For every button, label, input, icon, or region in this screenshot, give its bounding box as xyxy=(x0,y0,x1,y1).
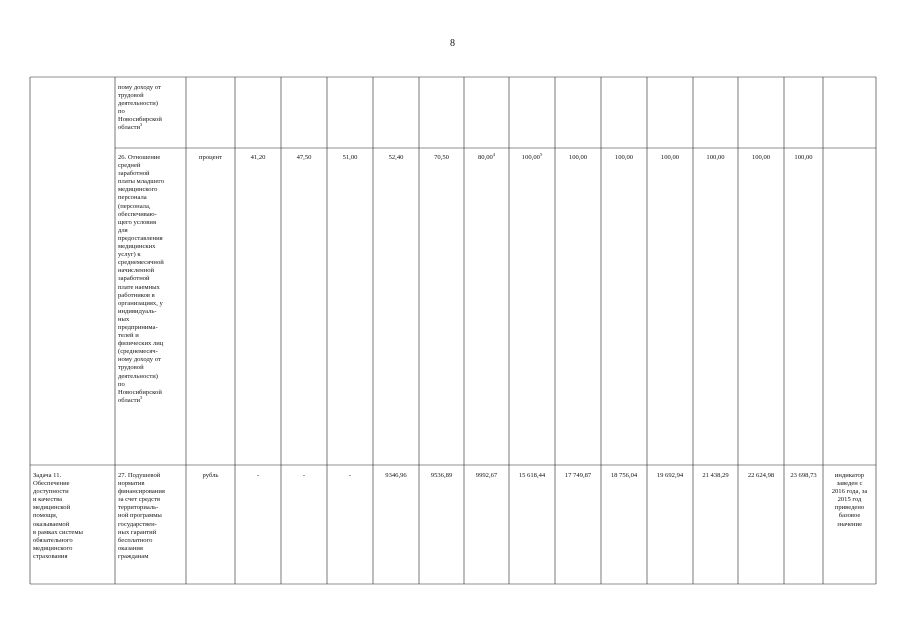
value-cell: 100,00 xyxy=(568,154,588,161)
indicator-cell xyxy=(118,84,162,133)
indicator-text: 26. Отношение средней заработной платы младшего медицинского персонала (персонала, обеспечиваю- щего условия для предоставления медицинских услуг) к среднемесячной начисленной заработной плате наемных работников в организациях, у индивидуаль- ных предпринима- телей и физических лиц (среднемесяч- ному доходу от трудовой деятельности) по Новосибирской области xyxy=(118,154,165,404)
value-cell: 15 618,44 xyxy=(518,472,546,479)
value-cell: 100,00 xyxy=(614,154,634,161)
value-cell: - xyxy=(302,472,306,479)
value-cell xyxy=(464,154,509,162)
value-cell: 100,00 xyxy=(794,154,813,161)
indicator-text: пому доходу от трудовой деятельности) по Новосибирской области xyxy=(118,84,162,132)
footnote-mark: 5 xyxy=(539,152,543,157)
indicator-cell xyxy=(118,154,164,405)
value-cell: 21 438,29 xyxy=(702,472,729,479)
value-cell: 17 749,87 xyxy=(564,472,592,479)
value-cell: 9536,89 xyxy=(430,472,453,479)
value-text: 80,00 xyxy=(477,154,493,161)
value-text: 100,00 xyxy=(521,154,540,161)
value-cell: 100,00 xyxy=(751,154,771,161)
value-cell: 19 692,94 xyxy=(656,472,684,479)
task-cell: Задача 11. Обеспечение доступности и качества медицинской помощи, оказываемой в рамках системы обязательного медицинского страхования xyxy=(33,472,83,560)
value-cell: 51,00 xyxy=(342,154,358,161)
footnote-mark: 4 xyxy=(492,152,496,157)
value-cell: 23 698,73 xyxy=(790,472,817,479)
value-cell: 41,20 xyxy=(250,154,266,161)
value-cell: - xyxy=(348,472,352,479)
value-cell: 52,40 xyxy=(388,154,404,161)
indicator-cell: 27. Подушевой норматив финансирования за счет средств территориаль- ной программы государствен- ных гарантий бесплатного оказания гражданам xyxy=(118,472,165,560)
value-cell: 100,00 xyxy=(660,154,680,161)
unit-cell: процент xyxy=(199,154,222,161)
value-cell: 47,50 xyxy=(296,154,312,161)
footnote-mark: 3 xyxy=(140,122,143,128)
value-cell: - xyxy=(256,472,260,479)
value-cell: 9346,96 xyxy=(385,472,407,479)
value-cell: 100,00 xyxy=(706,154,725,161)
value-cell: 18 756,04 xyxy=(610,472,638,479)
page-number: 8 xyxy=(450,38,455,49)
unit-cell: рубль xyxy=(202,472,219,479)
value-cell xyxy=(509,154,555,162)
value-cell: 70,50 xyxy=(434,154,449,161)
note-cell: индикатор заведен с 2016 года, за 2015 год приведено базовое значение xyxy=(831,472,868,528)
footnote-mark: 3 xyxy=(140,394,143,400)
value-cell: 9992,67 xyxy=(475,472,498,479)
value-cell: 22 624,98 xyxy=(747,472,775,479)
